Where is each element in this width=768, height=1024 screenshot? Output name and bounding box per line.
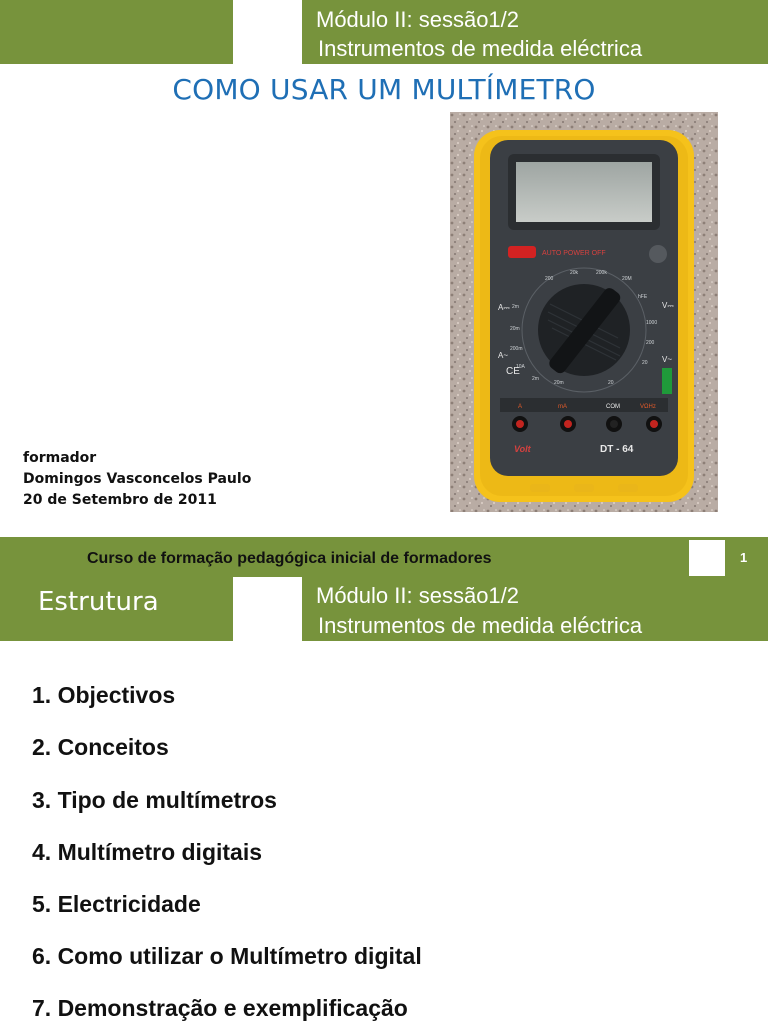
author-name: Domingos Vasconcelos Paulo: [23, 471, 252, 487]
svg-text:VΩHz: VΩHz: [640, 404, 656, 410]
svg-text:2m: 2m: [512, 304, 519, 310]
svg-text:hFE: hFE: [638, 294, 648, 300]
svg-text:20m: 20m: [554, 380, 564, 386]
svg-text:200: 200: [545, 276, 554, 282]
svg-text:V~: V~: [662, 355, 673, 364]
svg-text:20: 20: [642, 360, 648, 366]
module-session-label: Módulo II: sessão1/2: [316, 7, 520, 32]
outline-item: 5. Electricidade: [32, 891, 201, 917]
svg-text:CE: CE: [506, 366, 520, 377]
slide2-title: Estrutura: [38, 587, 159, 617]
svg-text:A: A: [518, 404, 523, 410]
svg-text:20M: 20M: [622, 276, 632, 282]
svg-text:200: 200: [646, 340, 655, 346]
svg-text:V⎓: V⎓: [662, 301, 674, 310]
svg-text:COM: COM: [606, 404, 620, 410]
outline-item: 2. Conceitos: [32, 734, 169, 760]
svg-text:10A: 10A: [516, 364, 525, 370]
outline-item: 3. Tipo de multímetros: [32, 787, 277, 813]
svg-text:A~: A~: [498, 351, 509, 360]
lcd-display: [516, 162, 652, 222]
header-left-band: [0, 0, 233, 64]
svg-text:200m: 200m: [510, 346, 523, 352]
slide2-module-session-label: Módulo II: sessão1/2: [316, 583, 520, 608]
slide-title: COMO USAR UM MULTÍMETRO: [172, 73, 596, 106]
svg-text:A⎓: A⎓: [498, 303, 510, 312]
slide2-module-topic-label: Instrumentos de medida eléctrica: [318, 613, 643, 638]
svg-text:20k: 20k: [570, 270, 579, 276]
svg-text:2m: 2m: [532, 376, 539, 382]
author-role: formador: [23, 450, 97, 466]
outline-item: 1. Objectivos: [32, 682, 176, 708]
auto-power-off-label: AUTO POWER OFF: [542, 250, 606, 257]
multimeter-photo: [450, 112, 718, 512]
outline-item: 6. Como utilizar o Multímetro digital: [32, 943, 422, 969]
svg-text:20m: 20m: [510, 326, 520, 332]
svg-text:20: 20: [608, 380, 614, 386]
page-number: 1: [740, 550, 748, 565]
outline-item: 4. Multímetro digitais: [32, 839, 263, 865]
svg-text:1000: 1000: [646, 320, 658, 326]
power-button-icon: [508, 246, 536, 258]
outline-item: 7. Demonstração e exemplificação: [32, 995, 408, 1021]
course-title: Curso de formação pedagógica inicial de formadores: [87, 550, 492, 567]
temperature-socket: [662, 368, 672, 394]
page-number-box: [689, 540, 725, 576]
svg-text:mA: mA: [558, 404, 567, 410]
brand-label: Volt: [514, 444, 531, 454]
presentation-date: 20 de Setembro de 2011: [23, 492, 217, 508]
svg-text:200k: 200k: [596, 270, 607, 276]
model-label: DT - 64: [600, 444, 634, 455]
module-topic-label: Instrumentos de medida eléctrica: [318, 36, 643, 61]
